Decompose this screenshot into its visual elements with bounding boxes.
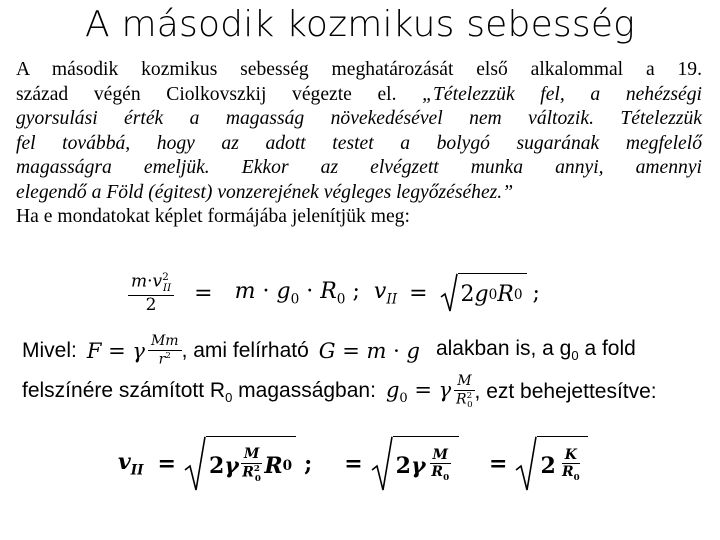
magassagban: magasságban: — [232, 379, 376, 403]
M-over-R0-squared: $\frac{M}{R^2_0}$ — [456, 373, 473, 411]
paragraph-line-2 — [16, 83, 702, 108]
surface-gravity-line: felszínére számított $R_0$ magasságban: $g_0 = \gamma$ $\frac{M}{R^2_0}$ , ezt behejettesítve: — [22, 373, 657, 411]
sqrt-2gammaM-over-R0: 2 γ $\frac{M}{R_0}$ — [371, 436, 459, 492]
mass-over-r-squared: $\frac{Mm}{r^2}$ — [148, 334, 182, 367]
kinetic-energy-fraction: $\frac{m\cdot v^2_{II}}{2}$ — [128, 272, 174, 315]
paragraph-line-4: fel továbbá, hogy az adott testet a bolygó sugarának megfelelő — [16, 132, 702, 154]
paragraph-line-6: elegendő a Föld (égitest) vonzerejének végleges legyőzéséhez.” — [16, 181, 514, 203]
felszinere: felszínére számított R — [22, 379, 226, 403]
mivel-label: Mivel: — [22, 338, 77, 362]
quote-start: „Tételezzük fel, a nehézségi — [422, 83, 702, 105]
slide-title: A második kozmikus sebesség — [84, 4, 635, 45]
intro-paragraph — [16, 58, 702, 230]
paragraph-line-2-text: század végén Ciolkovszkij végezte el. — [16, 83, 423, 105]
sqrt-2g0R0: 2 g 0 R 0 — [440, 273, 527, 313]
paragraph-line-7: Ha e mondatokat képlet formájába jelenítjük meg: — [16, 206, 410, 227]
alakban-is: alakban is, a g — [435, 337, 572, 361]
sqrt-2gammaM-R0: 2 γ $\frac{M}{R^2_0}$ R 0 — [184, 436, 296, 492]
paragraph-line-5: magasságra emeljük. Ekkor az elvégzett munka annyi, amennyi — [16, 157, 702, 178]
second-cosmic-velocity-equation: $v_{II}$ = 2 γ $\frac{M}{R^2_0}$ R 0 ; = 2 γ $\frac{M}{R_0}$ = 2 $\frac{K}{R_0}$ — [118, 436, 588, 492]
a-fold: a fold — [578, 337, 636, 361]
behelyettesitve-text: , ezt behejettesítve: — [474, 380, 657, 404]
paragraph-line-3: gyorsulási érték a magasság növekedésével nem változik. Tételezzük — [16, 108, 702, 129]
felszinere-text: felszínére számított $R_0$ magasságban: — [22, 379, 376, 406]
energy-equation: $\frac{m\cdot v^2_{II}}{2}$ = $m \cdot g_0 \cdot R_0$ ; $v_{II}$ = 2 g 0 R 0 ; — [128, 272, 540, 315]
paragraph-line-1: A második kozmikus sebesség meghatározását első alkalommal a 19. — [16, 59, 702, 80]
alakban-text: alakban is, a $g_0$ a fold — [435, 337, 636, 364]
gravity-law-line: Mivel: F = γ $\frac{Mm}{r^2}$ , ami felírható G = m · g alakban is, a $g_0$ a fold — [22, 333, 636, 368]
ami-felirhato-text: , ami felírható — [181, 338, 309, 362]
sqrt-2K-over-R0: 2 $\frac{K}{R_0}$ — [515, 436, 587, 492]
